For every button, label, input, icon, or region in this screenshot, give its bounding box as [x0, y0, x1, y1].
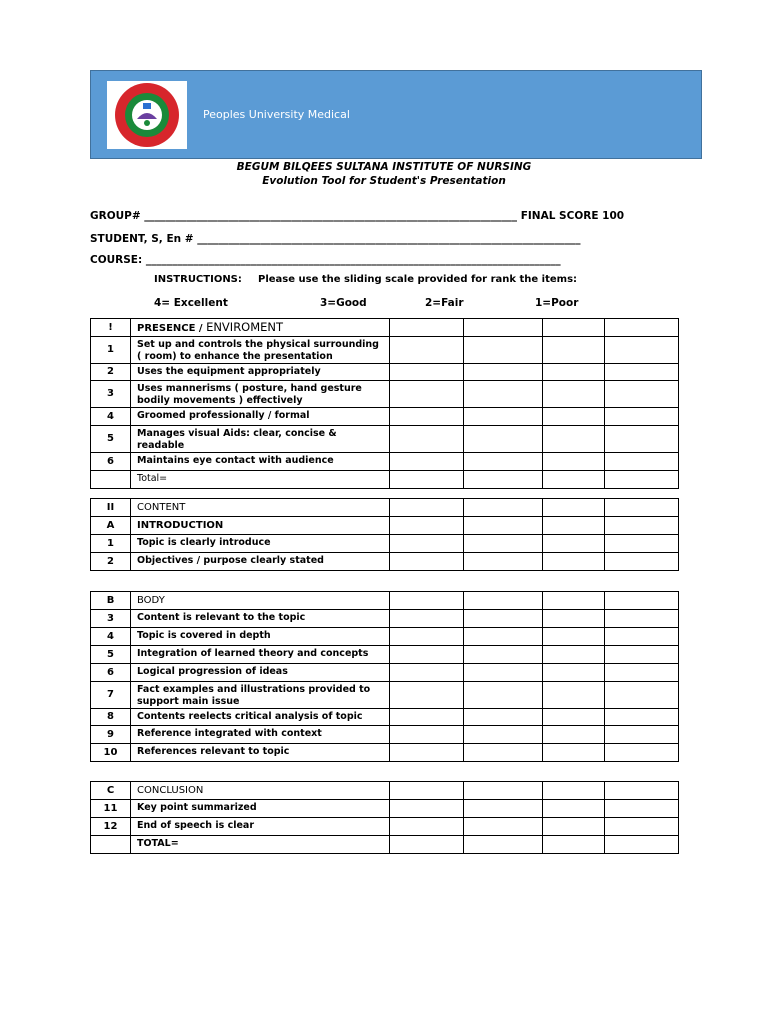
score-cell[interactable]	[543, 709, 605, 726]
score-cell[interactable]	[605, 337, 679, 364]
score-cell[interactable]	[390, 628, 464, 646]
score-cell[interactable]	[543, 426, 605, 453]
item-text: Set up and controls the physical surrounding ( room) to enhance the presentation	[131, 337, 390, 364]
score-cell[interactable]	[464, 709, 543, 726]
table-row	[91, 818, 679, 836]
table-subheader-row	[91, 517, 679, 535]
table-row	[91, 744, 679, 762]
score-cell[interactable]	[605, 426, 679, 453]
score-cell[interactable]	[390, 337, 464, 364]
table-row	[91, 628, 679, 646]
score-cell[interactable]	[605, 471, 679, 489]
item-text: Content is relevant to the topic	[131, 610, 390, 628]
table-row	[91, 408, 679, 426]
item-number: 10	[91, 744, 131, 762]
item-text: Manages visual Aids: clear, concise & readable	[131, 426, 390, 453]
instructions-text: Please use the sliding scale provided for rank the items:	[258, 274, 578, 285]
score-cell[interactable]	[543, 364, 605, 381]
score-cell[interactable]	[543, 682, 605, 709]
score-cell[interactable]	[464, 646, 543, 664]
score-cell[interactable]	[543, 381, 605, 408]
header-text: Peoples University Medical	[203, 108, 350, 121]
score-cell[interactable]	[605, 818, 679, 836]
score-cell[interactable]	[543, 818, 605, 836]
score-cell[interactable]	[390, 726, 464, 744]
table-row	[91, 726, 679, 744]
score-cell[interactable]	[543, 744, 605, 762]
item-text: Contents reelects critical analysis of topic	[131, 709, 390, 726]
item-text: Reference integrated with context	[131, 726, 390, 744]
scale-fair: 2=Fair	[425, 297, 464, 309]
item-text: References relevant to topic	[131, 744, 390, 762]
table-row	[91, 553, 679, 571]
score-cell[interactable]	[605, 381, 679, 408]
scale-good: 3=Good	[320, 297, 367, 309]
item-number: 4	[91, 628, 131, 646]
item-number: 4	[91, 408, 131, 426]
score-cell[interactable]	[464, 535, 543, 553]
section-number: II	[91, 499, 131, 517]
section-number: !	[91, 319, 131, 337]
score-cell[interactable]	[390, 535, 464, 553]
course-field[interactable]: COURSE: _______________________________________________________________________________	[90, 254, 561, 266]
instructions-label: INSTRUCTIONS:	[154, 274, 242, 285]
score-cell[interactable]	[390, 381, 464, 408]
group-field[interactable]: GROUP# _______________________________________________________________________ FINAL SCORE 100	[90, 210, 625, 222]
score-cell[interactable]	[543, 535, 605, 553]
item-number: 9	[91, 726, 131, 744]
item-text: End of speech is clear	[131, 818, 390, 836]
item-number: 5	[91, 646, 131, 664]
table-row	[91, 453, 679, 471]
table-row	[91, 381, 679, 408]
table-row	[91, 646, 679, 664]
score-cell[interactable]	[543, 553, 605, 571]
score-cell[interactable]	[605, 453, 679, 471]
score-cell[interactable]	[464, 426, 543, 453]
score-cell[interactable]	[390, 664, 464, 682]
section-number: C	[91, 782, 131, 800]
item-text: Maintains eye contact with audience	[131, 453, 390, 471]
conclusion-table	[90, 781, 679, 854]
score-cell[interactable]	[543, 408, 605, 426]
score-cell[interactable]	[464, 453, 543, 471]
score-cell[interactable]	[390, 836, 464, 854]
item-text: Groomed professionally / formal	[131, 408, 390, 426]
score-cell[interactable]	[464, 682, 543, 709]
score-cell[interactable]	[390, 646, 464, 664]
table-row	[91, 709, 679, 726]
score-cell[interactable]	[543, 726, 605, 744]
score-cell[interactable]	[543, 471, 605, 489]
section-number: B	[91, 592, 131, 610]
item-number: 3	[91, 610, 131, 628]
item-text: Integration of learned theory and concepts	[131, 646, 390, 664]
section-title: PRESENCE / ENVIROMENT	[131, 319, 390, 337]
institute-logo	[107, 81, 187, 149]
score-cell[interactable]	[390, 426, 464, 453]
score-cell[interactable]	[464, 726, 543, 744]
score-cell[interactable]	[464, 836, 543, 854]
score-cell[interactable]	[605, 836, 679, 854]
table-row	[91, 610, 679, 628]
item-text: Objectives / purpose clearly stated	[131, 553, 390, 571]
item-number: 12	[91, 818, 131, 836]
score-cell[interactable]	[543, 836, 605, 854]
table-row	[91, 426, 679, 453]
item-text: Logical progression of ideas	[131, 664, 390, 682]
score-cell[interactable]	[543, 337, 605, 364]
item-number: 6	[91, 664, 131, 682]
score-cell[interactable]	[543, 453, 605, 471]
item-number: 5	[91, 426, 131, 453]
score-cell[interactable]	[464, 553, 543, 571]
item-number: 7	[91, 682, 131, 709]
score-cell[interactable]	[464, 337, 543, 364]
scale-poor: 1=Poor	[535, 297, 579, 309]
score-cell[interactable]	[605, 800, 679, 818]
score-cell[interactable]	[464, 664, 543, 682]
item-text: Uses mannerisms ( posture, hand gesture bodily movements ) effectively	[131, 381, 390, 408]
section-title: CONCLUSION	[131, 782, 390, 800]
score-cell[interactable]	[605, 364, 679, 381]
item-number: 11	[91, 800, 131, 818]
institute-title: BEGUM BILQEES SULTANA INSTITUTE OF NURSING	[236, 161, 532, 173]
score-cell[interactable]	[605, 628, 679, 646]
form-title: Evolution Tool for Student's Presentation	[262, 175, 506, 187]
score-cell[interactable]	[390, 408, 464, 426]
subsection-number: A	[91, 517, 131, 535]
table-header-row	[91, 592, 679, 610]
table-header-row	[91, 782, 679, 800]
item-number: 2	[91, 553, 131, 571]
score-cell[interactable]	[390, 682, 464, 709]
score-cell[interactable]	[390, 364, 464, 381]
score-cell[interactable]	[605, 664, 679, 682]
score-cell[interactable]	[464, 628, 543, 646]
score-cell[interactable]	[605, 610, 679, 628]
subsection-title: INTRODUCTION	[131, 517, 390, 535]
score-cell[interactable]	[390, 709, 464, 726]
score-cell[interactable]	[464, 471, 543, 489]
item-text: Fact examples and illustrations provided to support main issue	[131, 682, 390, 709]
score-cell[interactable]	[543, 610, 605, 628]
score-cell[interactable]	[464, 818, 543, 836]
score-cell[interactable]	[390, 471, 464, 489]
score-cell[interactable]	[464, 408, 543, 426]
score-cell[interactable]	[464, 744, 543, 762]
table-row	[91, 682, 679, 709]
item-text: Key point summarized	[131, 800, 390, 818]
score-cell[interactable]	[543, 628, 605, 646]
score-cell[interactable]	[605, 726, 679, 744]
total-row	[91, 471, 679, 489]
presence-table	[90, 318, 679, 489]
score-cell[interactable]	[543, 646, 605, 664]
score-cell[interactable]	[464, 381, 543, 408]
section-title: BODY	[131, 592, 390, 610]
table-row	[91, 364, 679, 381]
score-cell[interactable]	[464, 364, 543, 381]
item-number: 1	[91, 337, 131, 364]
score-cell[interactable]	[464, 800, 543, 818]
total-label: TOTAL=	[131, 836, 390, 854]
item-number: 6	[91, 453, 131, 471]
item-text: Topic is clearly introduce	[131, 535, 390, 553]
score-cell[interactable]	[543, 664, 605, 682]
table-row	[91, 337, 679, 364]
item-text: Uses the equipment appropriately	[131, 364, 390, 381]
item-text: Topic is covered in depth	[131, 628, 390, 646]
score-cell[interactable]	[464, 610, 543, 628]
table-row	[91, 535, 679, 553]
score-cell[interactable]	[605, 709, 679, 726]
score-cell[interactable]	[390, 610, 464, 628]
table-row	[91, 664, 679, 682]
score-cell[interactable]	[605, 535, 679, 553]
score-cell[interactable]	[543, 800, 605, 818]
body-table	[90, 591, 679, 762]
score-cell[interactable]	[390, 453, 464, 471]
score-cell[interactable]	[605, 744, 679, 762]
score-cell[interactable]	[390, 744, 464, 762]
item-number: 2	[91, 364, 131, 381]
score-cell[interactable]	[605, 646, 679, 664]
table-header-row	[91, 319, 679, 337]
total-label: Total=	[131, 471, 390, 489]
score-cell[interactable]	[390, 553, 464, 571]
score-cell[interactable]	[390, 818, 464, 836]
item-number: 8	[91, 709, 131, 726]
table-row	[91, 800, 679, 818]
total-row	[91, 836, 679, 854]
score-cell[interactable]	[605, 408, 679, 426]
scale-excellent: 4= Excellent	[154, 297, 228, 309]
content-table	[90, 498, 679, 571]
section-title: CONTENT	[131, 499, 390, 517]
score-cell[interactable]	[605, 553, 679, 571]
student-field[interactable]: STUDENT, S, En # _________________________________________________________________________	[90, 233, 581, 245]
item-number: 3	[91, 381, 131, 408]
header-banner	[90, 70, 702, 159]
table-header-row	[91, 499, 679, 517]
score-cell[interactable]	[605, 682, 679, 709]
score-cell[interactable]	[390, 800, 464, 818]
item-number: 1	[91, 535, 131, 553]
